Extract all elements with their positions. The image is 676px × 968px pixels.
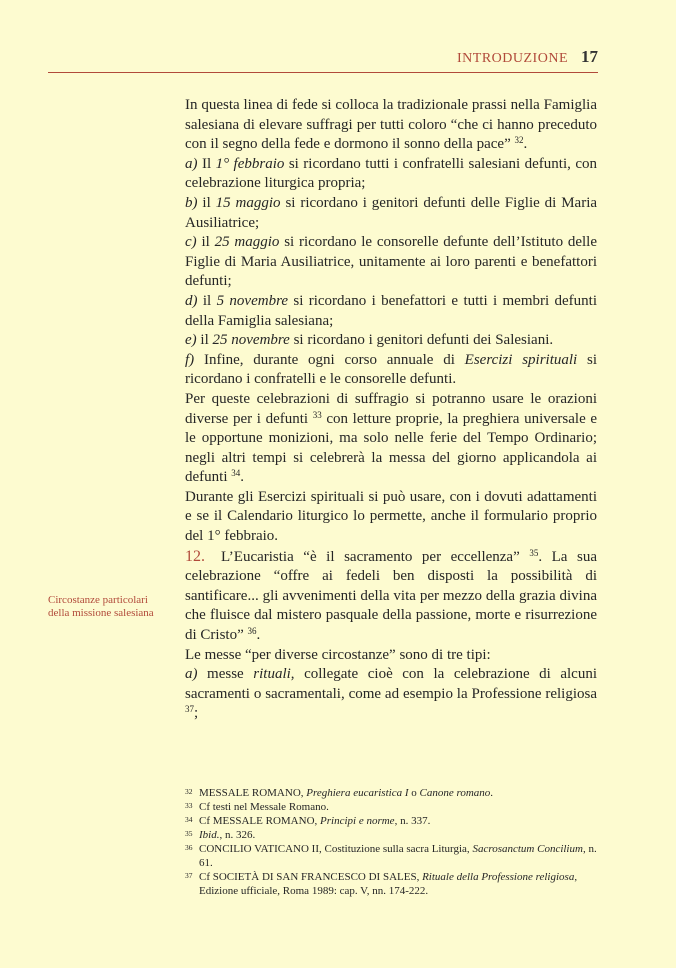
paragraph-intro: In questa linea di fede si colloca la tradizionale prassi nella Famiglia salesiana di elevare suffragi per tutti coloro “che ci hanno preceduto con il segno della fede e dormono il sonno della pace” $^{32}$. bbox=[185, 97, 597, 153]
footnote-ref: 37 bbox=[185, 704, 194, 715]
paragraph-esercizi: Durante gli Esercizi spirituali si può usare, con i dovuti adattamenti e se il Calendario liturgico lo permette, anche il formulario proprio del 1° febbraio. bbox=[185, 488, 597, 545]
running-title: INTRODUZIONE bbox=[457, 51, 568, 66]
footnote: 34 Cf MESSALE ROMANO, Principi e norme, n. 337. bbox=[185, 815, 431, 827]
list-item-f: f) Infine, durante ogni corso annuale di Esercizi spirituali si ricordano i confratelli e le consorelle defunti. bbox=[185, 351, 598, 388]
margin-note-line: della missione salesiana bbox=[48, 607, 154, 619]
paragraph-suffragio: Per queste celebrazioni di suffragio si potranno usare le orazioni diverse per i defunti $^{33}$ con letture proprie, la preghiera universale e le opportune monizioni, ma solo nelle ferie del Tempo Ordinario; negli altri tempi si celebrerà la messa del giorno applicandola ai defunti $^{34}$. bbox=[185, 390, 598, 486]
page-header bbox=[48, 48, 598, 73]
footnote: 35 Ibid., n. 326. bbox=[185, 829, 256, 841]
list-item-b: b) il 15 maggio si ricordano i genitori defunti delle Figlie di Maria Ausiliatrice; bbox=[185, 194, 598, 231]
main-text bbox=[185, 96, 597, 724]
margin-note-line: Circostanze particolari bbox=[48, 594, 148, 606]
paragraph-messe: Le messe “per diverse circostanze” sono di tre tipi: bbox=[185, 646, 491, 663]
list-item-c: c) il 25 maggio si ricordano le consorelle defunte dell’Istituto delle Figlie di Maria Ausiliatrice, unitamente ai loro parenti e benefattori defunti; bbox=[185, 234, 598, 290]
footnotes bbox=[185, 786, 597, 898]
section-number: 12. bbox=[185, 547, 205, 565]
footnote-ref: 35 bbox=[529, 547, 539, 558]
footnote: 36 CONCILIO VATICANO II, Costituzione sulla sacra Liturgia, Sacrosanctum Concilium, n. 61. bbox=[185, 843, 597, 869]
page-number: 17 bbox=[581, 47, 598, 66]
footnote: 33 Cf testi nel Messale Romano. bbox=[185, 801, 329, 813]
footnote: 32 MESSALE ROMANO, Preghiera eucaristica I o Canone romano. bbox=[185, 787, 494, 799]
paragraph-12: 12. L’Eucaristia “è il sacramento per eccellenza” $^{35}$. La sua celebrazione “offre ai fedeli ben disposti la possibilità di santificare... gli avvenimenti della vita per mezzo della grazia divina che fluisce dal mistero pasquale della passione, morte e risurrezione di Cristo” $^{36}$. bbox=[185, 547, 597, 644]
footnote-ref: 34 bbox=[231, 468, 241, 479]
footnote-ref: 36 bbox=[247, 626, 257, 637]
footnote: 37 Cf SOCIETÀ DI SAN FRANCESCO DI SALES, Rituale della Professione religiosa, Edizione ufficiale, Roma 1989: cap. V, nn. 174-222. bbox=[185, 871, 578, 897]
margin-note bbox=[48, 594, 168, 620]
list-item-a: a) Il 1° febbraio si ricordano tutti i confratelli salesiani defunti, con celebrazione liturgica propria; bbox=[185, 155, 597, 192]
list-item-e: e) il 25 novembre si ricordano i genitori defunti dei Salesiani. bbox=[185, 332, 554, 349]
list-item-d: d) il 5 novembre si ricordano i benefattori e tutti i membri defunti della Famiglia salesiana; bbox=[185, 292, 597, 329]
list-item-a-rituali: a) messe rituali, collegate cioè con la celebrazione di alcuni sacramenti o sacramentali, come ad esempio la Professione religiosa $^{37}$; bbox=[185, 666, 598, 722]
footnote-ref: 33 bbox=[312, 409, 322, 420]
footnote-ref: 32 bbox=[514, 135, 524, 146]
